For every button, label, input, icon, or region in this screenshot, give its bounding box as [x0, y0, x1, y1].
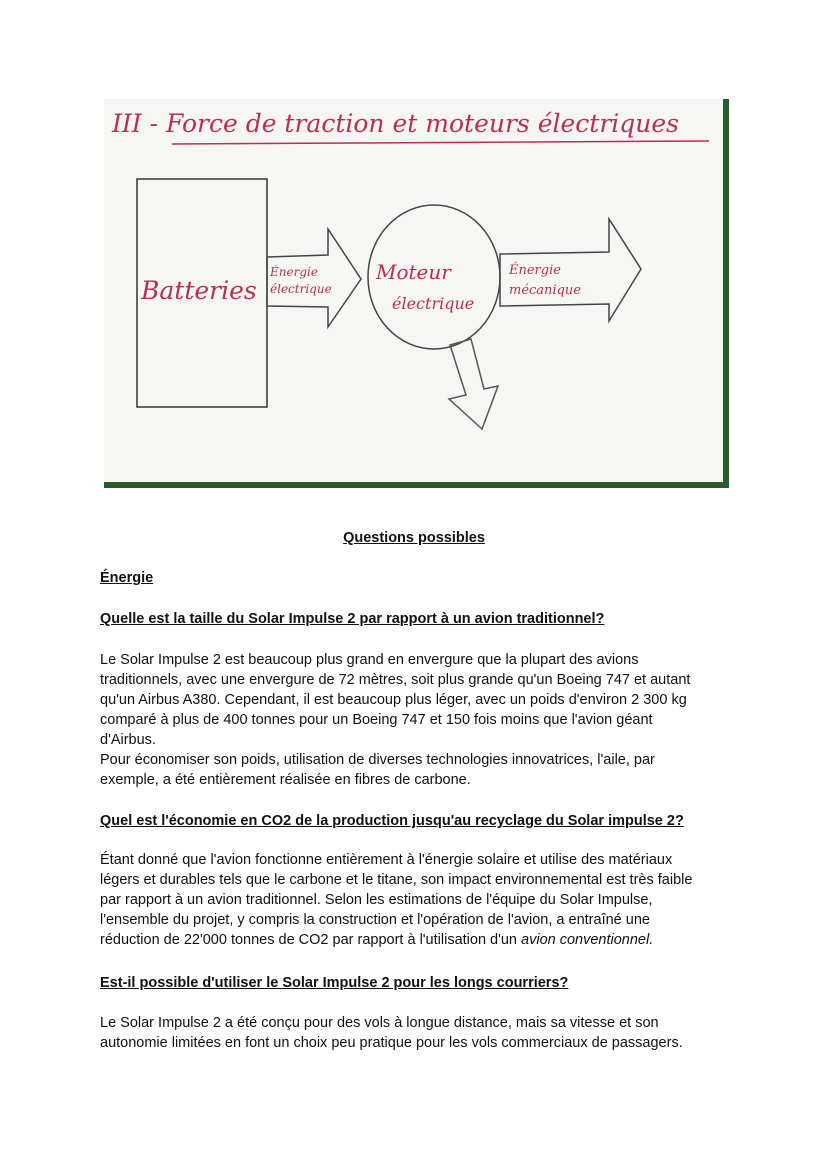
answer-line: Pour économiser son poids, utilisation de diverses technologies innovatrices, l'aile, par [100, 752, 655, 768]
arrow1-label-line1: Énergie [270, 265, 318, 279]
answer-line: l'ensemble du projet, y compris la construction et l'opération de l'avion, a entraîné une [100, 912, 650, 928]
answer-line: par rapport à un avion traditionnel. Selon les estimations de l'équipe du Solar Impulse, [100, 892, 653, 908]
question-1: Quelle est la taille du Solar Impulse 2 par rapport à un avion traditionnel? [100, 611, 605, 627]
question-2: Quel est l'économie en CO2 de la production jusqu'au recyclage du Solar impulse 2? [100, 813, 684, 829]
answer-line: d'Airbus. [100, 732, 156, 748]
answer-line: exemple, a été entièrement réalisée en fibres de carbone. [100, 772, 471, 788]
section-title: Questions possibles [343, 530, 485, 546]
question-3: Est-il possible d'utiliser le Solar Impulse 2 pour les longs courriers? [100, 975, 569, 991]
answer-line: légers et durables tels que le carbone et le titane, son impact environnemental est très faible [100, 872, 693, 888]
answer-2 [100, 850, 692, 950]
answer-line: Le Solar Impulse 2 a été conçu pour des vols à longue distance, mais sa vitesse et son [100, 1015, 659, 1031]
loss-arrow [449, 339, 498, 429]
motor-label-line1: Moteur [376, 260, 451, 284]
answer-italic-text: avion conventionnel. [521, 932, 654, 948]
answer-line [100, 930, 692, 950]
answer-line: comparé à plus de 400 tonnes pour un Boeing 747 et 150 fois moins que l'avion géant [100, 712, 653, 728]
answer-3 [100, 1013, 683, 1053]
diagram-heading: III - Force de traction et moteurs électriques [112, 109, 680, 138]
batteries-label: Batteries [141, 276, 257, 305]
answer-line: traditionnels, avec une envergure de 72 mètres, soit plus grande qu'un Boeing 747 et autant [100, 672, 691, 688]
energy-diagram [104, 99, 723, 482]
arrow2-label-line1: Énergie [509, 263, 561, 278]
arrow1-label-line2: électrique [270, 282, 332, 296]
answer-line: qu'un Airbus A380. Cependant, il est beaucoup plus léger, avec un poids d'environ 2 300 kg [100, 692, 687, 708]
answer-line: Le Solar Impulse 2 est beaucoup plus grand en envergure que la plupart des avions [100, 652, 639, 668]
diagram-photo [104, 99, 729, 488]
answer-line: autonomie limitées en font un choix peu pratique pour les vols commerciaux de passagers. [100, 1035, 683, 1051]
arrow2-label-line2: mécanique [509, 283, 581, 298]
energy-heading: Énergie [100, 570, 154, 586]
answer-1 [100, 650, 690, 790]
motor-label-line2: électrique [392, 294, 475, 313]
answer-line: Étant donné que l'avion fonctionne entièrement à l'énergie solaire et utilise des matériaux [100, 852, 673, 868]
answer-text: réduction de 22'000 tonnes de CO2 par rapport à l'utilisation d'un [100, 932, 522, 948]
